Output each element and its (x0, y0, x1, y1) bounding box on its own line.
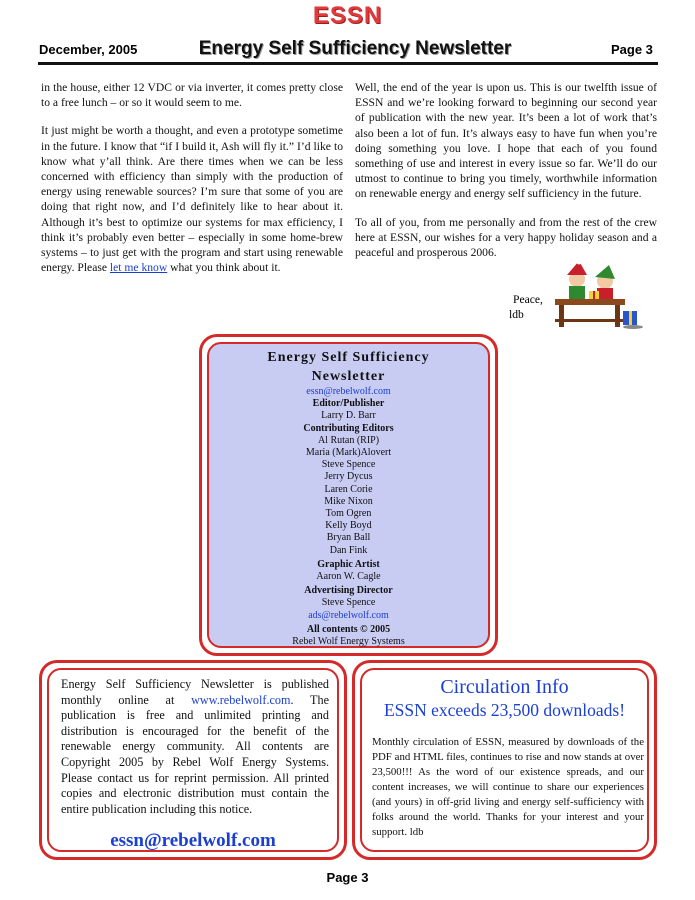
publication-notice (61, 677, 329, 817)
circulation-box (352, 660, 657, 860)
left-paragraph-2-end: what you think about it. (167, 261, 281, 275)
essn-logo: ESSN (312, 2, 383, 29)
contributor-name: Mike Nixon (324, 495, 373, 507)
let-me-know-link[interactable]: let me know (109, 261, 168, 275)
right-column (355, 80, 657, 273)
publication-text-end: . The publication is free and unlimited printing and distribution is encouraged for the benefit of the renewable energy community. All contents are Copyright 2005 by Rebel Wolf Energy Systems. Please contact us for reprint permission. All printed copies and electronic distribution must contain the entire publication including this notice. (61, 692, 329, 816)
newsletter-title: Energy Self Sufficiency Newsletter (198, 38, 512, 59)
contributor-name: Tom Ogren (325, 508, 372, 520)
contributor-name: Laren Corie (324, 483, 373, 495)
left-paragraph-2-text: It just might be worth a thought, and even a prototype sometime in the future. I know that “if I build it, Ash will fly it.” I’d like to know what y’all think. Are there times when we can be less concerned with efficiency than simply with the production of energy using renewable sources? I’m sure that some of you are doing that right now, and I’d definitely like to hear about it. Although it’s best to optimize our systems for max efficiency, I think it’s probably even better – especially in some home-brew systems – to just get with the program and start using renewable energy. Please (41, 124, 343, 275)
masthead-title (209, 348, 488, 386)
copyright-heading: All contents © 2005 (306, 623, 391, 635)
masthead-panel (207, 342, 490, 648)
publication-box (39, 660, 347, 860)
masthead-email-link[interactable]: essn@rebelwolf.com (306, 386, 391, 397)
circulation-subtitle: ESSN exceeds 23,500 downloads! (383, 700, 626, 720)
contributor-name: Al Rutan (RIP) (317, 434, 380, 446)
website-link[interactable]: www.rebelwolf.com (191, 692, 291, 707)
circulation-text: Monthly circulation of ESSN, measured by downloads of the PDF and HTML files, continues to rise and now stands at over 23,500!!! As the word of our existence spreads, and our content increases, we will continue to share our experiences (and yours) in off-grid living and energy self-sufficiency with folks around the world. Thanks for your interest and your support. ldb (372, 736, 644, 838)
editor-heading: Editor/Publisher (312, 398, 385, 410)
right-paragraph-2: To all of you, from me personally and from the rest of the crew here at ESSN, our wishes for a very happy holiday season and a peaceful and prosperous 2006. (355, 215, 657, 260)
left-paragraph-1: in the house, either 12 VDC or via inverter, it comes pretty close to a free lunch – or so it would seem to me. (41, 81, 343, 110)
contributor-name: Steve Spence (321, 459, 376, 471)
right-paragraph-1: Well, the end of the year is upon us. This is our twelfth issue of ESSN and we’re looking forward to beginning our second year of publication with the new year. It’s been a lot of work that’s also been a lot of fun. It’s always easy to have fun when you’re doing something you love. I hope that each of you found something of use and interest in every issue so far. We’ll do our utmost to continue to bring you timely, worthwhile information on renewable energy and energy self sufficiency in the future. (355, 81, 657, 201)
publication-panel (47, 668, 339, 852)
publication-email-link[interactable]: essn@rebelwolf.com (110, 830, 276, 851)
advertising-heading: Advertising Director (304, 585, 393, 597)
copyright-owner: Rebel Wolf Energy Systems (292, 636, 405, 648)
footer-page-number: Page 3 (326, 870, 369, 885)
signoff (509, 292, 543, 322)
contributor-name: Kelly Boyd (325, 520, 372, 532)
masthead-title-line-2: Newsletter (311, 369, 386, 384)
contributor-name: Maria (Mark)Alovert (305, 447, 392, 459)
contributor-name: Jerry Dycus (324, 471, 373, 483)
contributor-name: Dan Fink (329, 544, 368, 556)
left-column (41, 80, 343, 288)
signoff-initials: ldb (509, 308, 524, 321)
issue-date: December, 2005 (39, 42, 138, 57)
header-rule (38, 62, 658, 65)
header-page-number: Page 3 (611, 42, 653, 57)
contributors-heading: Contributing Editors (303, 422, 394, 434)
holiday-elves-icon (553, 259, 645, 331)
contributor-name: Bryan Ball (326, 532, 371, 544)
advertising-name: Steve Spence (321, 597, 376, 609)
circulation-title: Circulation Info (440, 676, 569, 698)
signoff-peace: Peace, (513, 293, 543, 306)
publication-text: Energy Self Sufficiency Newsletter is published monthly online at (61, 677, 329, 707)
left-paragraph-2 (41, 123, 343, 275)
circulation-panel (360, 668, 649, 852)
graphic-artist-heading: Graphic Artist (317, 558, 380, 570)
graphic-artist-name: Aaron W. Cagle (316, 571, 381, 583)
masthead-title-line-1: Energy Self Sufficiency (267, 350, 430, 365)
editor-name: Larry D. Barr (321, 410, 376, 422)
masthead-box (199, 334, 498, 656)
ads-email-link[interactable]: ads@rebelwolf.com (308, 609, 389, 621)
